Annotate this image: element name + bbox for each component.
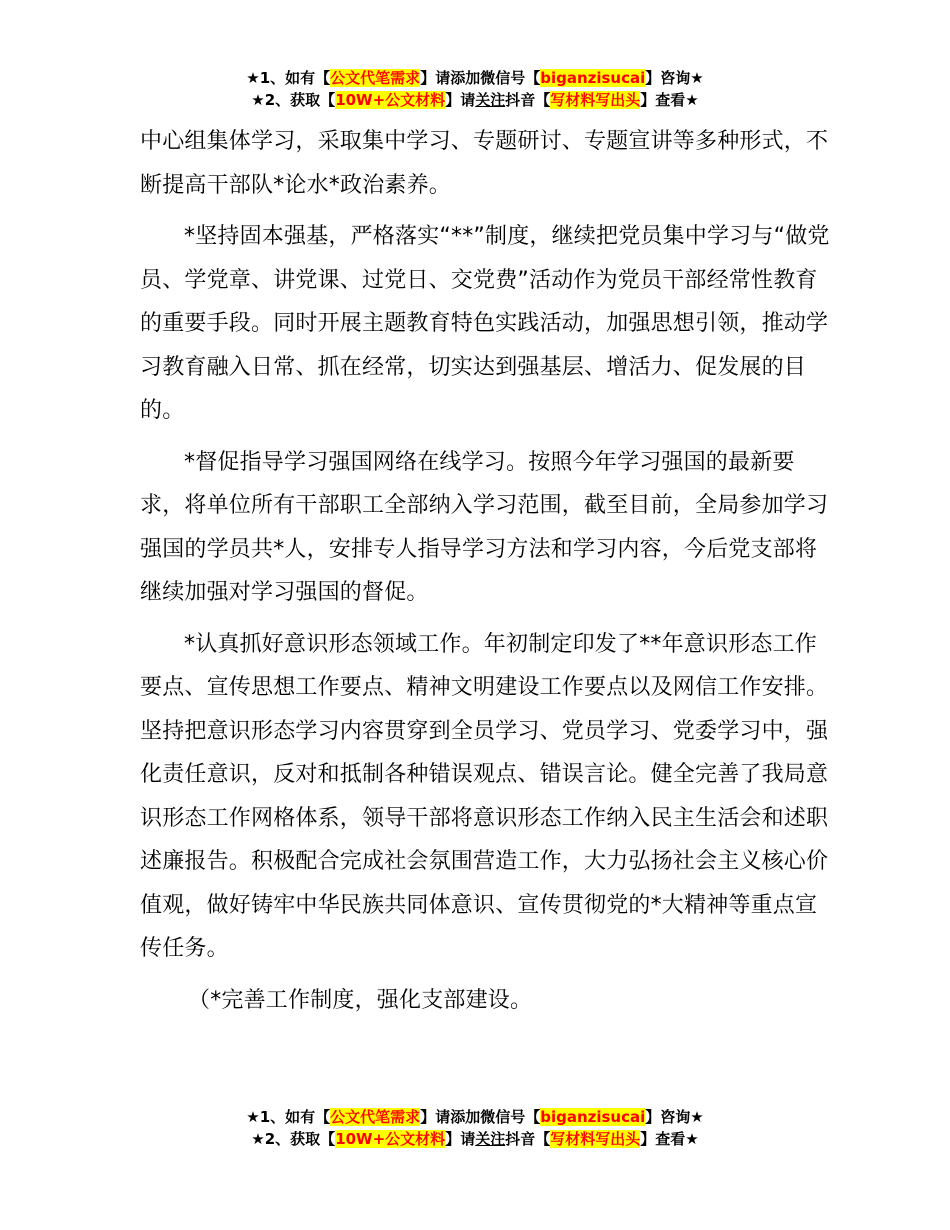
banner-highlight: 10W+公文材料 (335, 1130, 446, 1148)
banner-text: ★1、如有【 (246, 69, 331, 87)
paragraph: *认真抓好意识形态领域工作。年初制定印发了**年意识形态工作要点、宣传思想工作要点、精神文明建设工作要点以及网信工作安排。坚持把意识形态学习内容贯穿到全员学习、党员学习、党委学习中，强化责任意识，反对和抵制各种错误观点、错误言论。健全完善了我局意识形态工作网格体系，领导干部将意识形态工作纳入民主生活会和述职述廉报告。积极配合完成社会氛围营造工作，大力弘扬社会主义核心价值观，做好铸牢中华民族共同体意识、宣传贯彻党的*大精神等重点宣传任务。 (140, 631, 829, 961)
banner-text: 】咨询★ (645, 69, 704, 87)
banner-line-2 (0, 1128, 950, 1150)
banner-text: 】请添加微信号【 (420, 1108, 541, 1126)
banner-highlight: 公文代笔需求 (330, 1108, 421, 1126)
banner-highlight-wechat: biganzisucai (540, 69, 646, 87)
banner-text: 抖音【 (505, 91, 551, 109)
banner-highlight-douyin: 写材料写出头 (550, 91, 641, 109)
footer-banner (0, 1106, 950, 1150)
paragraph: （*完善工作制度，强化支部建设。 (188, 987, 533, 1013)
banner-text: ★2、获取【 (251, 1130, 336, 1148)
banner-text: ★2、获取【 (251, 91, 336, 109)
header-banner (0, 67, 950, 111)
banner-underline: 关注 (475, 1130, 506, 1148)
banner-text: 】请 (445, 1130, 476, 1148)
banner-line-1 (0, 67, 950, 89)
banner-text: ★1、如有【 (246, 1108, 331, 1126)
banner-highlight: 公文代笔需求 (330, 69, 421, 87)
banner-text: 】请添加微信号【 (420, 69, 541, 87)
banner-text: 】咨询★ (645, 1108, 704, 1126)
banner-line-2 (0, 89, 950, 111)
banner-text: 】查看★ (640, 91, 699, 109)
banner-text: 】请 (445, 91, 476, 109)
banner-highlight: 10W+公文材料 (335, 91, 446, 109)
banner-highlight-wechat: biganzisucai (540, 1108, 646, 1126)
paragraph: *坚持固本强基，严格落实“**”制度，继续把党员集中学习与“做党员、学党章、讲党课、过党日、交党费”活动作为党员干部经常性教育的重要手段。同时开展主题教育特色实践活动，加强思想引领，推动学习教育融入日常、抓在经常，切实达到强基层、增活力、促发展的目的。 (140, 224, 830, 423)
document-body (140, 120, 832, 1030)
banner-text: 】查看★ (640, 1130, 699, 1148)
banner-text: 抖音【 (505, 1130, 551, 1148)
banner-line-1 (0, 1106, 950, 1128)
banner-highlight-douyin: 写材料写出头 (550, 1130, 641, 1148)
banner-underline: 关注 (475, 91, 506, 109)
paragraph: *督促指导学习强国网络在线学习。按照今年学习强国的最新要求，将单位所有干部职工全部纳入学习范围，截至目前，全局参加学习强国的学员共*人，安排专人指导学习方法和学习内容，今后党支部将继续加强对学习强国的督促。 (140, 449, 829, 605)
paragraph: 中心组集体学习，采取集中学习、专题研讨、专题宣讲等多种形式，不断提高干部队*论水*政治素养。 (140, 129, 829, 198)
